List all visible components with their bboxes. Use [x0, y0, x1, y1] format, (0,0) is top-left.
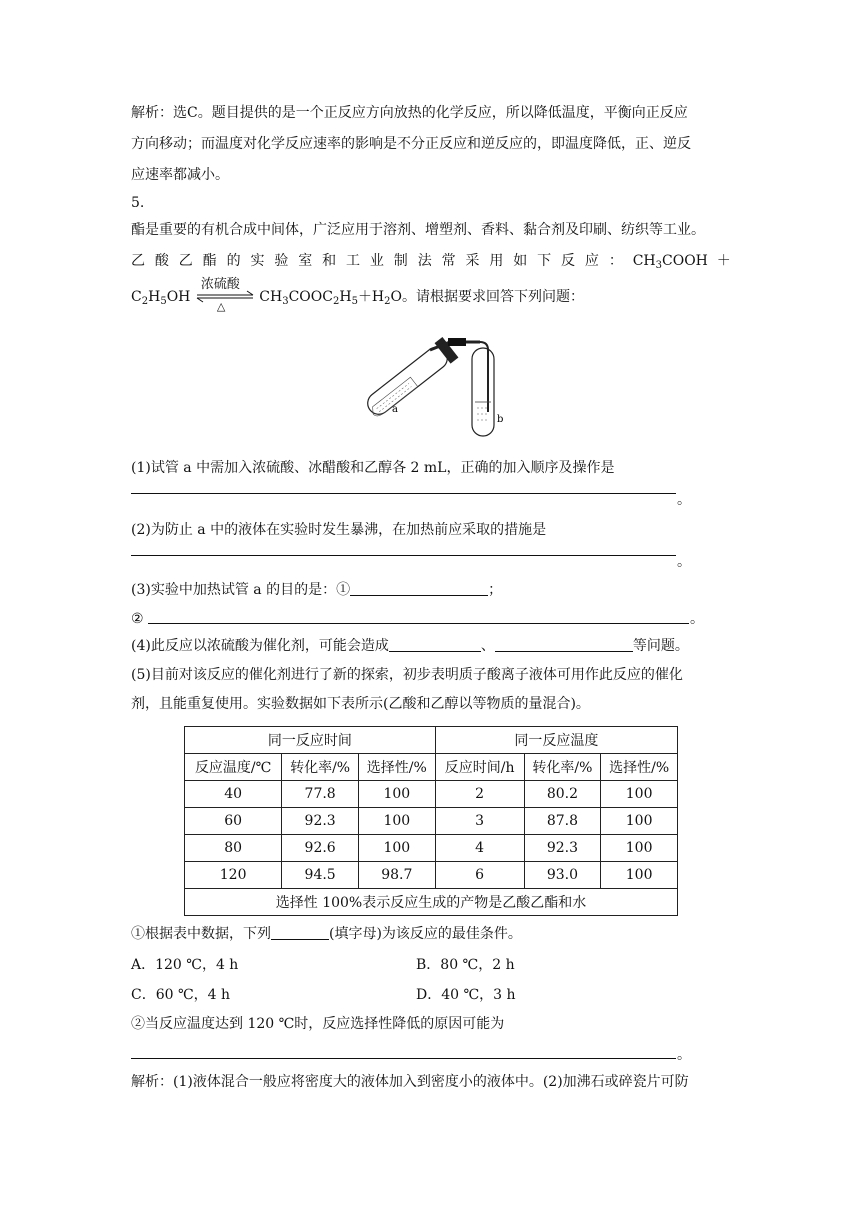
table-header: 选择性/% [601, 754, 678, 781]
intro-char: 反 [561, 253, 576, 269]
q5-line2: 剂，且能重复使用。实验数据如下表所示(乙酸和乙醇以等物质的量混合)。 [131, 696, 590, 712]
subq1-blank[interactable] [271, 925, 329, 940]
q3-line [131, 580, 502, 600]
analysis-next: 解析：(1)液体混合一般应将密度大的液体加入到密度小的液体中。(2)加沸石或碎瓷片可防 [131, 1074, 689, 1090]
q1-answer-blank[interactable] [131, 493, 676, 494]
table-header-row [185, 754, 678, 781]
q2-period: 。 [677, 554, 691, 570]
table-cell: 6 [435, 862, 524, 889]
table-cell: 40 [185, 781, 282, 808]
table-cell: 4 [435, 835, 524, 862]
table-cell: 100 [601, 808, 678, 835]
table-row [185, 862, 678, 889]
table-cell: 100 [601, 835, 678, 862]
intro-char: 采 [465, 253, 480, 269]
table-cell: 98.7 [358, 862, 435, 889]
analysis-prev-line2: 方向移动；而温度对化学反应速率的影响是不分正反应和逆反应的，即温度降低，正、逆反 [131, 136, 691, 152]
table-cell: 80.2 [524, 781, 601, 808]
intro-char: 如 [513, 253, 528, 269]
q4-line [131, 636, 689, 656]
intro-char: 和 [322, 253, 337, 269]
intro-char: 实 [250, 253, 265, 269]
q1-text: (1)试管 a 中需加入浓硫酸、冰醋酸和乙醇各 2 mL，正确的加入顺序及操作是 [131, 460, 615, 476]
table-cell: 60 [185, 808, 282, 835]
table-cell: 100 [358, 781, 435, 808]
data-table [184, 726, 678, 916]
intro-char: 乙 [131, 253, 145, 269]
intro-char: 酯 [202, 253, 217, 269]
subq2-answer-blank[interactable] [131, 1058, 676, 1059]
table-header: 转化率/% [282, 754, 359, 781]
intro-char: 乙 [178, 253, 193, 269]
intro-char: 室 [298, 253, 313, 269]
table-cell: 100 [358, 808, 435, 835]
table-row [185, 781, 678, 808]
option-d[interactable]: D．40 ℃，3 h [416, 987, 516, 1003]
intro-char: 应 [584, 253, 599, 269]
table-row [185, 808, 678, 835]
table-cell: 94.5 [282, 862, 359, 889]
table-cell: 100 [601, 862, 678, 889]
option-b[interactable]: B．80 ℃，2 h [416, 957, 515, 973]
table-cell: 80 [185, 835, 282, 862]
tube-b-label: b [497, 414, 504, 425]
table-footnote: 选择性 100%表示反应生成的产物是乙酸乙酯和水 [185, 889, 678, 916]
q3-semicolon: ； [488, 582, 503, 598]
intro-char: 业 [369, 253, 384, 269]
table-header: 转化率/% [524, 754, 601, 781]
table-cell: 2 [435, 781, 524, 808]
q2-text: (2)为防止 a 中的液体在实验时发生暴沸，在加热前应采取的措施是 [131, 522, 547, 538]
intro-char: 制 [393, 253, 408, 269]
q5-line1: (5)目前对该反应的催化剂进行了新的探索，初步表明质子酸离子液体可用作此反应的催化 [131, 667, 683, 683]
table-group-header-temp: 同一反应温度 [435, 727, 677, 754]
subq1-text: ①根据表中数据，下列 [131, 926, 271, 942]
table-cell: 100 [358, 835, 435, 862]
intro-char: 工 [346, 253, 361, 269]
option-c[interactable]: C．60 ℃，4 h [131, 987, 231, 1003]
table-header: 反应温度/℃ [185, 754, 282, 781]
q3-blank-1[interactable] [350, 581, 488, 596]
table-row [185, 835, 678, 862]
q3-text: (3)实验中加热试管 a 的目的是：① [131, 582, 351, 598]
q4-text: (4)此反应以浓硫酸为催化剂，可能会造成 [131, 638, 389, 654]
table-cell: 120 [185, 862, 282, 889]
catalyst-label: 浓硫酸 [200, 277, 240, 292]
intro-char: 用 [489, 253, 504, 269]
subq1-line [131, 924, 522, 944]
table-cell: 93.0 [524, 862, 601, 889]
q4-suffix: 等问题。 [632, 638, 689, 654]
q4-blank-2[interactable] [495, 637, 633, 652]
table-header: 选择性/% [358, 754, 435, 781]
question-number: 5. [131, 195, 145, 211]
heat-symbol: △ [216, 300, 226, 313]
reactant-ethanol: $C_2H_5OH$ [131, 289, 191, 307]
subq1-suffix: (填字母)为该反应的最佳条件。 [329, 926, 522, 942]
table-group-header-time: 同一反应时间 [185, 727, 436, 754]
q2-answer-blank[interactable] [131, 555, 676, 556]
intro-char: 法 [417, 253, 432, 269]
table-cell: 92.6 [282, 835, 359, 862]
question-intro-line2 [131, 251, 731, 271]
q1-period: 。 [677, 492, 691, 508]
table-cell: 3 [435, 808, 524, 835]
q4-separator: 、 [480, 638, 495, 654]
q4-blank-1[interactable] [389, 637, 481, 652]
subq2-text: ②当反应温度达到 120 ℃时，反应选择性降低的原因可能为 [131, 1016, 505, 1032]
table-cell: 100 [601, 781, 678, 808]
table-cell: 87.8 [524, 808, 601, 835]
intro-char: 下 [537, 253, 552, 269]
analysis-prev-line3: 应速率都减小。 [131, 167, 229, 183]
tube-a-label: a [392, 404, 398, 415]
intro-char: 常 [441, 253, 456, 269]
intro-char: ： [608, 253, 623, 269]
reaction-products: $CH_3COOC_2H_5+H_2O$。请根据要求回答下列问题： [259, 289, 585, 307]
q3-blank-2[interactable] [148, 623, 689, 624]
table-cell: 92.3 [282, 808, 359, 835]
table-cell: 92.3 [524, 835, 601, 862]
table-header: 反应时间/h [435, 754, 524, 781]
intro-char: 的 [226, 253, 241, 269]
q3-period: 。 [690, 611, 704, 627]
question-intro-line1: 酯是重要的有机合成中间体，广泛应用于溶剂、增塑剂、香料、黏合剂及印刷、纺织等工业。 [131, 222, 705, 238]
reactant-acetic-acid-text: $CH_3COOH$ ＋ [632, 253, 731, 271]
table-cell: 77.8 [282, 781, 359, 808]
option-a[interactable]: A．120 ℃，4 h [131, 957, 239, 973]
intro-char: 酸 [154, 253, 169, 269]
analysis-prev-line1: 解析：选C。题目提供的是一个正反应方向放热的化学反应，所以降低温度，平衡向正反应 [131, 105, 688, 121]
apparatus-figure [350, 332, 510, 444]
reaction-equation [131, 277, 585, 313]
reaction-condition-arrow [195, 277, 255, 313]
subq2-period: 。 [677, 1047, 691, 1063]
q3-second-marker: ② [131, 611, 144, 627]
intro-char: 验 [274, 253, 289, 269]
